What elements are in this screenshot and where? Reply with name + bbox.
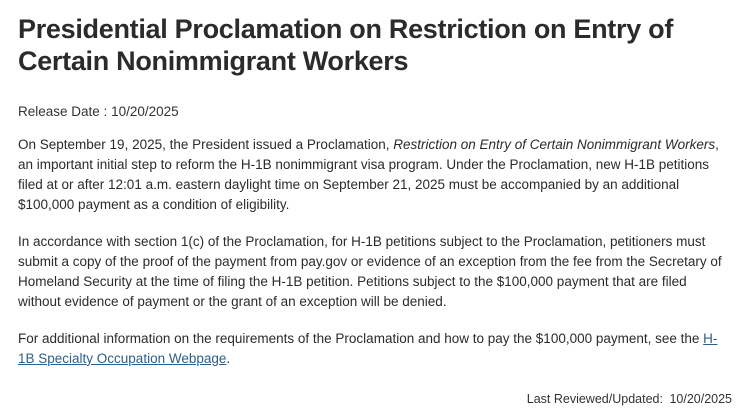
release-date-value: 10/20/2025 xyxy=(111,103,179,119)
release-date-label: Release Date : xyxy=(18,103,108,119)
paragraph-3-text-b: . xyxy=(226,350,231,366)
paragraph-1-text-b: , an important initial step to reform the H-1B nonimmigrant visa program. Under the Proclamation, new H-1B petitions filed at or after 12:01 a.m. eastern daylight time on September 21, 2025 must be accompanied by an additional $100,000 payment as a condition of eligibility. xyxy=(18,136,719,213)
paragraph-3 xyxy=(18,329,732,370)
paragraph-3-text-a: For additional information on the requirements of the Proclamation and how to pay the $100,000 payment, see the xyxy=(18,330,704,346)
last-reviewed-label: Last Reviewed/Updated: xyxy=(526,392,663,406)
paragraph-1 xyxy=(18,135,732,216)
document-body xyxy=(18,135,732,370)
paragraph-2: In accordance with section 1(c) of the Proclamation, for H-1B petitions subject to the Proclamation, petitioners must submit a copy of the proof of the payment from pay.gov or evidence of an exception from the fee from the Secretary of Homeland Security at the time of filing the H-1B petition. Petitions subject to the $100,000 payment that are filed without evidence of payment or the grant of an exception will be denied. xyxy=(18,233,722,310)
h1b-specialty-occupation-webpage-link[interactable]: H-1B Specialty Occupation Webpage xyxy=(18,330,718,366)
last-reviewed-date: 10/20/2025 xyxy=(669,392,732,406)
last-reviewed-footer xyxy=(527,392,732,406)
proclamation-title-italic: Restriction on Entry of Certain Nonimmigrant Workers xyxy=(393,136,716,152)
release-date-line xyxy=(18,104,732,119)
page-title: Presidential Proclamation on Restriction on Entry of Certain Nonimmigrant Workers xyxy=(18,14,674,76)
paragraph-1-text-a: On September 19, 2025, the President issued a Proclamation, xyxy=(18,136,394,152)
